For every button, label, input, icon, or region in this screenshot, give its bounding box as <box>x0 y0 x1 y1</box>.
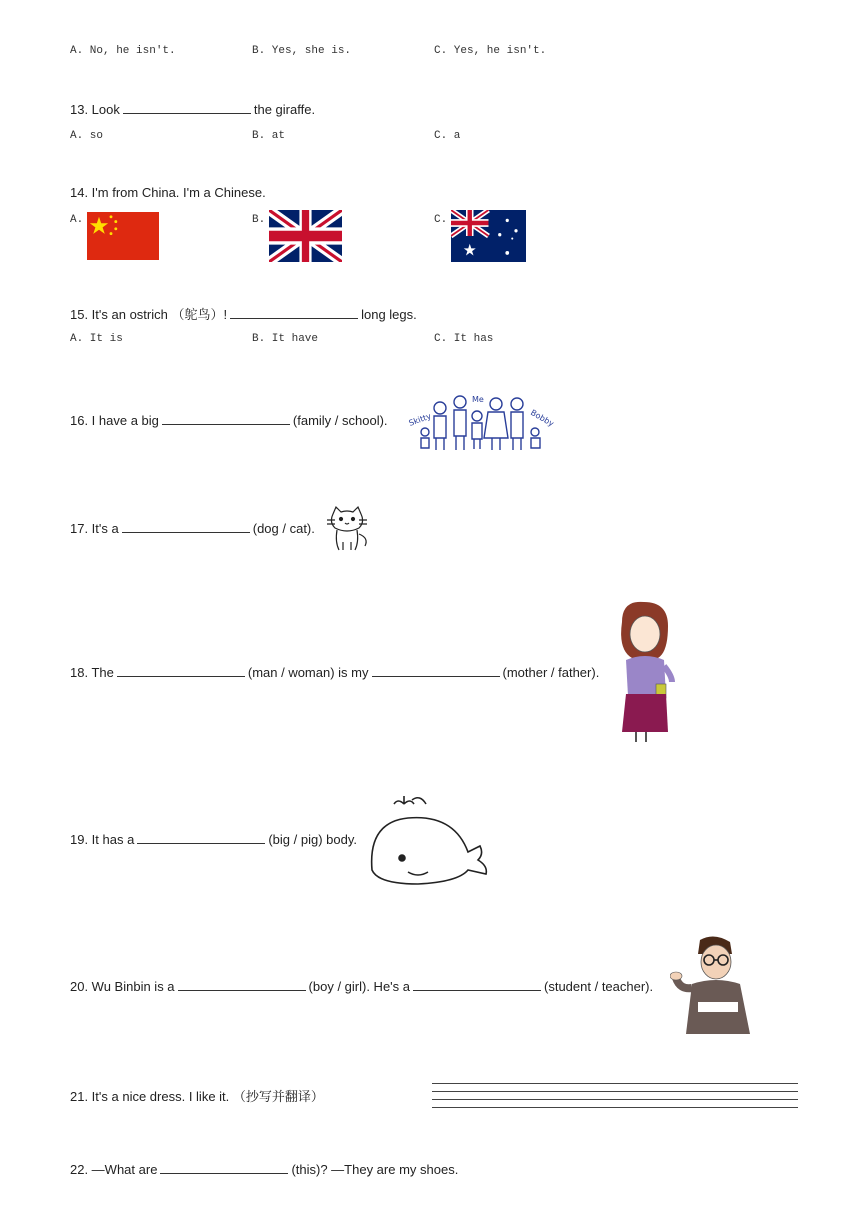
whale-icon <box>368 792 496 888</box>
q18-blank-1[interactable] <box>117 664 245 677</box>
q15-text-pre: 15. It's an ostrich （鸵鸟）! <box>70 307 228 322</box>
q20-blank-1[interactable] <box>178 978 306 991</box>
q12-option-c: C. Yes, he isn't. <box>434 45 547 57</box>
q12-option-a: A. No, he isn't. <box>70 45 176 57</box>
label-me: Me <box>472 395 484 404</box>
q12-option-b: B. Yes, she is. <box>252 45 352 57</box>
q13-text-pre: 13. Look <box>70 102 120 117</box>
question-21: 21. It's a nice dress. I like it. （抄写并翻译） <box>70 1089 324 1104</box>
australia-flag-icon <box>451 210 526 262</box>
q18-text-mid: (man / woman) is my <box>247 665 369 680</box>
q17-blank[interactable] <box>122 520 250 533</box>
q13-option-c: C. a <box>434 130 461 142</box>
q19-text-post: (big / pig) body. <box>268 832 357 847</box>
q15-option-a: A. It is <box>70 333 123 345</box>
question-18 <box>70 664 599 680</box>
q22-blank[interactable] <box>160 1161 288 1174</box>
uk-flag-icon <box>269 210 342 262</box>
cat-icon <box>323 504 371 552</box>
boy-teacher-icon <box>670 934 756 1040</box>
q19-text-pre: 19. It has a <box>70 832 135 847</box>
q17-text-pre: 17. It's a <box>70 521 119 536</box>
q15-text-post: long legs. <box>361 307 417 322</box>
q16-text-pre: 16. I have a big <box>70 413 159 428</box>
question-17 <box>70 520 315 536</box>
question-20 <box>70 978 653 994</box>
question-19 <box>70 831 357 847</box>
q18-blank-2[interactable] <box>372 664 500 677</box>
q13-text-post: the giraffe. <box>253 102 316 117</box>
q13-option-b: B. at <box>252 130 286 142</box>
q14-option-a: A. <box>70 214 84 226</box>
q19-blank[interactable] <box>137 831 265 844</box>
question-13 <box>70 101 315 117</box>
writing-line-4[interactable] <box>432 1107 798 1108</box>
writing-line-3[interactable] <box>432 1099 798 1100</box>
question-15 <box>70 304 417 323</box>
q15-option-b: B. It have <box>252 333 319 345</box>
q20-text-post: (student / teacher). <box>544 979 654 994</box>
question-22 <box>70 1161 458 1177</box>
writing-line-2[interactable] <box>432 1091 798 1092</box>
q14-option-b: B. <box>252 214 266 226</box>
q16-text-post: (family / school). <box>292 413 388 428</box>
writing-line-1[interactable] <box>432 1083 798 1084</box>
q20-text-mid: (boy / girl). He's a <box>308 979 411 994</box>
q13-blank[interactable] <box>123 101 251 114</box>
q18-text-post: (mother / father). <box>502 665 600 680</box>
q13-option-a: A. so <box>70 130 104 142</box>
family-drawing-icon <box>400 386 560 456</box>
q17-text-post: (dog / cat). <box>252 521 315 536</box>
q20-text-pre: 20. Wu Binbin is a <box>70 979 175 994</box>
q15-blank[interactable] <box>230 306 358 319</box>
label-bobby: Bobby <box>529 407 556 429</box>
woman-icon <box>612 600 680 746</box>
q20-blank-2[interactable] <box>413 978 541 991</box>
q18-text-pre: 18. The <box>70 665 114 680</box>
question-16 <box>70 412 388 428</box>
q22-text-post: (this)? —They are my shoes. <box>291 1162 459 1177</box>
q22-text-pre: 22. —What are <box>70 1162 158 1177</box>
q15-option-c: C. It has <box>434 333 494 345</box>
q14-option-c: C. <box>434 214 448 226</box>
china-flag-icon <box>87 210 159 262</box>
label-skitty: Skitty <box>407 411 433 428</box>
q16-blank[interactable] <box>162 412 290 425</box>
question-14: 14. I'm from China. I'm a Chinese. <box>70 185 266 200</box>
